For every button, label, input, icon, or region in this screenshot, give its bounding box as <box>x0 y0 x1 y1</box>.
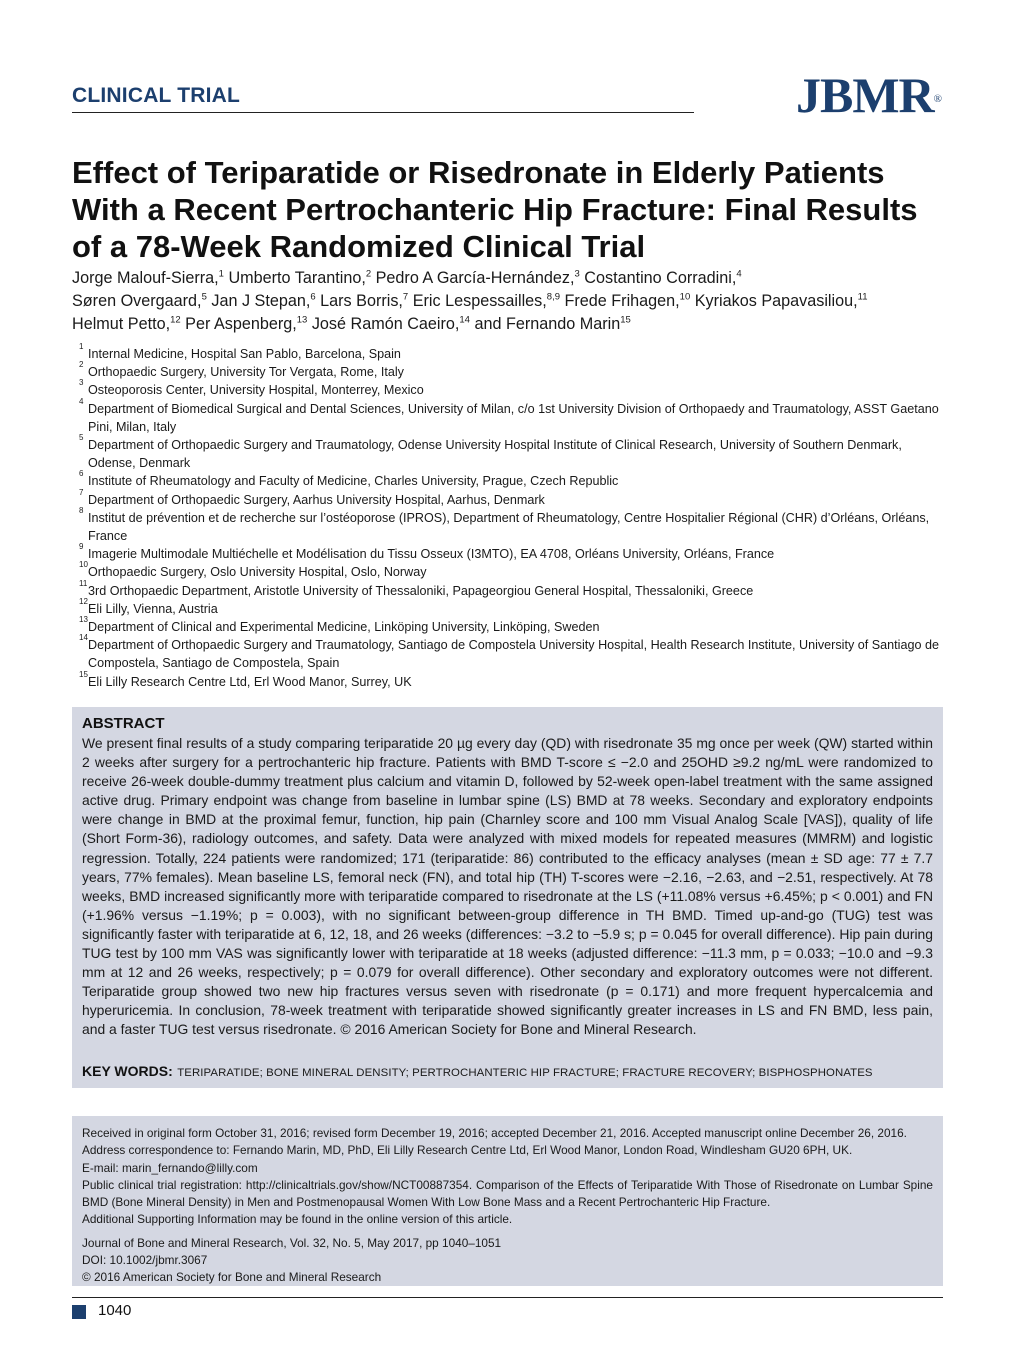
affiliation <box>79 596 952 618</box>
keywords <box>82 1063 932 1081</box>
journal-citation: Journal of Bone and Mineral Research, Vol. 32, No. 5, May 2017, pp 1040–1051 <box>82 1235 502 1250</box>
affiliation-text: Department of Clinical and Experimental Medicine, Linköping University, Linköping, Sweden <box>88 620 600 635</box>
author-affiliation-ref: 3 <box>574 268 580 280</box>
affiliation-text: Institute of Rheumatology and Faculty of Medicine, Charles University, Prague, Czech Republic <box>88 474 619 489</box>
author-affiliation-ref: 15 <box>620 314 631 326</box>
affiliation <box>79 487 952 509</box>
author-name: Frede Frihagen, <box>564 292 680 310</box>
affiliation-text: Osteoporosis Center, University Hospital, Monterrey, Mexico <box>88 383 424 398</box>
section-label: CLINICAL TRIAL <box>72 84 241 107</box>
author <box>72 269 224 287</box>
author-affiliation-ref: 11 <box>857 291 868 303</box>
supporting-info-note: Additional Supporting Information may be found in the online version of this article. <box>82 1212 513 1227</box>
author <box>228 269 371 287</box>
author <box>474 315 630 333</box>
author <box>72 292 207 310</box>
author-affiliation-ref: 6 <box>310 291 316 303</box>
author-name: Søren Overgaard, <box>72 292 202 310</box>
author-affiliation-ref: 1 <box>218 268 224 280</box>
abstract-text: We present final results of a study comparing teriparatide 20 µg every day (QD) with risedronate 35 mg once per week (QW) started within 2 weeks after surgery for a pertrochanteric hip fracture. Patients with BMD T-score ≤ −2.0 and 25OHD ≥9.2 ng/mL were randomized to receive 26-week double-dummy treatment plus calcium and vitamin D, followed by 52-week open-label treatment with the same assigned active drug. Primary endpoint was change from baseline in lumbar spine (LS) BMD at 78 weeks. Secondary and exploratory endpoints were change in BMD at the proximal femur, function, hip pain (Charnley score and 100 mm Visual Analog Scale [VAS]), quality of life (Short Form-36), radiology outcomes, and safety. Data were analyzed with mixed models for repeated measures (MMRM) and logistic regression. Totally, 224 patients were randomized; 171 (teriparatide: 86) contributed to the efficacy analyses (mean ± SD age: 77 ± 7.7 years, 77% females). Mean baseline LS, femoral neck (FN), and total hip (TH) T-scores were −2.16, −2.63, and −2.51, respectively. At 78 weeks, BMD increased significantly more with teriparatide compared to risedronate at the LS (+11.08% versus +6.45%; p < 0.001) and FN (+1.96% versus −1.19%; p = 0.003), with no significant between-group difference in TH BMD. Timed up-and-go (TUG) test was significantly faster with teriparatide at 6, 12, 18, and 26 weeks (differences: −3.2 to −5.9 s; p = 0.045 for overall difference). Hip pain during TUG test by 100 mm VAS was significantly lower with teriparatide at 18 weeks (adjusted difference: −11.3 mm, p = 0.033; −10.0 and −9.3 mm at 12 and 26 weeks, respectively; p = 0.079 for overall difference). Other secondary and exploratory outcomes were not different. Teriparatide group showed two new hip fractures versus seven with risedronate (p = 0.171) and more frequent hypercalcemia and hyperuricemia. In conclusion, 78-week treatment with teriparatide showed significantly greater increases in LS and FN BMD, less pain, and a faster TUG test versus risedronate. © 2016 American Society for Bone and Mineral Research. <box>82 735 933 1038</box>
author-affiliation-ref: 10 <box>679 291 691 303</box>
affiliation <box>79 542 952 563</box>
author <box>584 269 741 287</box>
affiliation-text: Internal Medicine, Hospital San Pablo, Barcelona, Spain <box>88 347 401 361</box>
affiliation-text: Eli Lilly Research Centre Ltd, Erl Wood Manor, Surrey, UK <box>88 674 412 689</box>
author-name: and Fernando Marin <box>474 315 621 333</box>
author <box>376 269 580 287</box>
copyright: © 2016 American Society for Bone and Mineral Research <box>82 1270 382 1285</box>
affiliation-number: 14 <box>79 633 88 643</box>
affiliation <box>79 342 952 363</box>
affiliation-text: Department of Orthopaedic Surgery and Traumatology, Odense University Hospital Institute of Clinical Research, University of Southern Denmark, Odense, Denmark <box>88 438 902 471</box>
affiliation-number: 11 <box>79 578 88 588</box>
author <box>320 292 408 310</box>
affiliation <box>79 578 952 600</box>
affiliation-text: Imagerie Multimodale Multiéchelle et Modélisation du Tissu Osseux (I3MTO), EA 4708, Orléans University, Orléans, France <box>88 547 775 562</box>
author-name: Helmut Petto, <box>72 315 171 333</box>
affiliation-number: 8 <box>79 505 84 515</box>
author-affiliation-ref: 7 <box>402 291 409 303</box>
author-name: Per Aspenberg, <box>185 315 297 333</box>
author-list <box>72 267 952 336</box>
affiliation <box>79 669 952 691</box>
trial-registration: Public clinical trial registration: http://clinicaltrials.gov/show/NCT00887354. Comparison of the Effects of Teriparatide With Those of Risedronate on Lumbar Spine BMD (Bone Mineral Density) in Men and Postmenopausal Women With Low Bone Mass and a Recent Pertrochanteric Hip Fracture. <box>82 1177 933 1210</box>
author-name: José Ramón Caeiro, <box>311 315 460 333</box>
affiliation-text: Orthopaedic Surgery, Oslo University Hospital, Oslo, Norway <box>88 565 427 580</box>
affiliation-text: Department of Orthopaedic Surgery, Aarhus University Hospital, Aarhus, Denmark <box>88 492 545 507</box>
keywords-text: TERIPARATIDE; BONE MINERAL DENSITY; PERTROCHANTERIC HIP FRACTURE; FRACTURE RECOVERY; BISPHOSPHONATES <box>177 1067 873 1079</box>
affiliation-text: Orthopaedic Surgery, University Tor Vergata, Rome, Italy <box>88 365 404 380</box>
affiliation-number: 6 <box>79 469 84 479</box>
affiliation-number: 12 <box>79 596 88 606</box>
affiliation-text: Department of Biomedical Surgical and Dental Sciences, University of Milan, c/o 1st University Division of Orthopaedy and Traumatology, ASST Gaetano Pini, Milan, Italy <box>88 401 939 434</box>
author <box>211 292 315 310</box>
keywords-label: KEY WORDS: <box>82 1063 173 1079</box>
author-affiliation-ref: 14 <box>459 314 470 326</box>
affiliation-number: 2 <box>79 360 84 370</box>
author <box>185 315 307 333</box>
affiliation <box>79 360 952 381</box>
affiliation <box>79 560 952 581</box>
affiliation <box>79 505 952 545</box>
author-affiliation-ref: 13 <box>296 314 308 326</box>
section-divider <box>72 112 694 113</box>
affiliation-text: Institut de prévention et de recherche sur l’ostéoporose (IPROS), Department of Rheumatology, Centre Hospitalier Régional (CHR) d’Orléans, Orléans, France <box>88 510 930 544</box>
affiliation-number: 4 <box>79 396 84 406</box>
page-number: 1040 <box>98 1302 132 1319</box>
page-marker <box>72 1305 86 1319</box>
author-name: Umberto Tarantino, <box>228 269 366 287</box>
author <box>312 315 470 333</box>
doi: DOI: 10.1002/jbmr.3067 <box>82 1253 208 1268</box>
affiliation <box>79 469 952 490</box>
author <box>72 315 181 333</box>
author-name: Costantino Corradini, <box>584 269 737 287</box>
author-name: Lars Borris, <box>320 292 403 310</box>
affiliation-text: 3rd Orthopaedic Department, Aristotle University of Thessaloniki, Papageorgiou General Hospital, Thessaloniki, Greece <box>88 583 754 598</box>
affiliation <box>79 396 952 436</box>
author-affiliation-ref: 8,9 <box>546 291 560 303</box>
author <box>695 292 868 310</box>
author-affiliation-ref: 12 <box>170 314 181 326</box>
affiliation-number: 13 <box>79 615 88 625</box>
correspondence-email: E-mail: marin_fernando@lilly.com <box>82 1160 258 1175</box>
affiliation <box>79 378 952 399</box>
affiliation-number: 3 <box>79 378 84 388</box>
journal-logo: JBMR® <box>796 67 942 123</box>
footer-divider <box>72 1297 943 1298</box>
affiliation-number: 1 <box>79 342 84 351</box>
author-affiliation-ref: 2 <box>365 268 372 280</box>
affiliation-number: 7 <box>79 487 84 497</box>
author-affiliation-ref: 5 <box>201 291 207 303</box>
author-name: Kyriakos Papavasiliou, <box>694 292 858 310</box>
correspondence-address: Address correspondence to: Fernando Marin, MD, PhD, Eli Lilly Research Centre Ltd, Erl Wood Manor, London Road, Windlesham GU20 6PH, UK. <box>82 1143 853 1158</box>
affiliation-number: 15 <box>79 669 88 679</box>
affiliation <box>79 615 952 636</box>
affiliation-number: 10 <box>79 560 88 570</box>
affiliation-number: 5 <box>79 433 84 443</box>
affiliation-list <box>79 342 952 691</box>
article-title: Effect of Teriparatide or Risedronate in Elderly Patients With a Recent Pertrochanteric Hip Fracture: Final Results of a 78-Week Randomized Clinical Trial <box>72 155 918 264</box>
author-name: Jorge Malouf-Sierra, <box>72 269 219 287</box>
affiliation-number: 9 <box>79 542 84 552</box>
author-name: Jan J Stepan, <box>211 292 311 310</box>
affiliation-text: Eli Lilly, Vienna, Austria <box>88 601 218 616</box>
author-name: Pedro A García-Hernández, <box>375 269 575 287</box>
affiliation <box>79 633 952 672</box>
author-name: Eric Lespessailles, <box>412 292 547 310</box>
author <box>413 292 560 310</box>
abstract-heading: ABSTRACT <box>82 715 165 732</box>
abstract-panel <box>72 707 943 1088</box>
author-affiliation-ref: 4 <box>736 268 742 280</box>
author <box>565 292 691 310</box>
affiliation <box>79 433 952 472</box>
received-dates: Received in original form October 31, 2016; revised form December 19, 2016; accepted December 21, 2016. Accepted manuscript online December 26, 2016. <box>82 1126 907 1140</box>
article-metadata-panel <box>72 1116 943 1286</box>
affiliation-text: Department of Orthopaedic Surgery and Traumatology, Santiago de Compostela University Hospital, Health Research Institute, University of Santiago de Compostela, Santiago de Compostela, Spain <box>88 638 939 671</box>
